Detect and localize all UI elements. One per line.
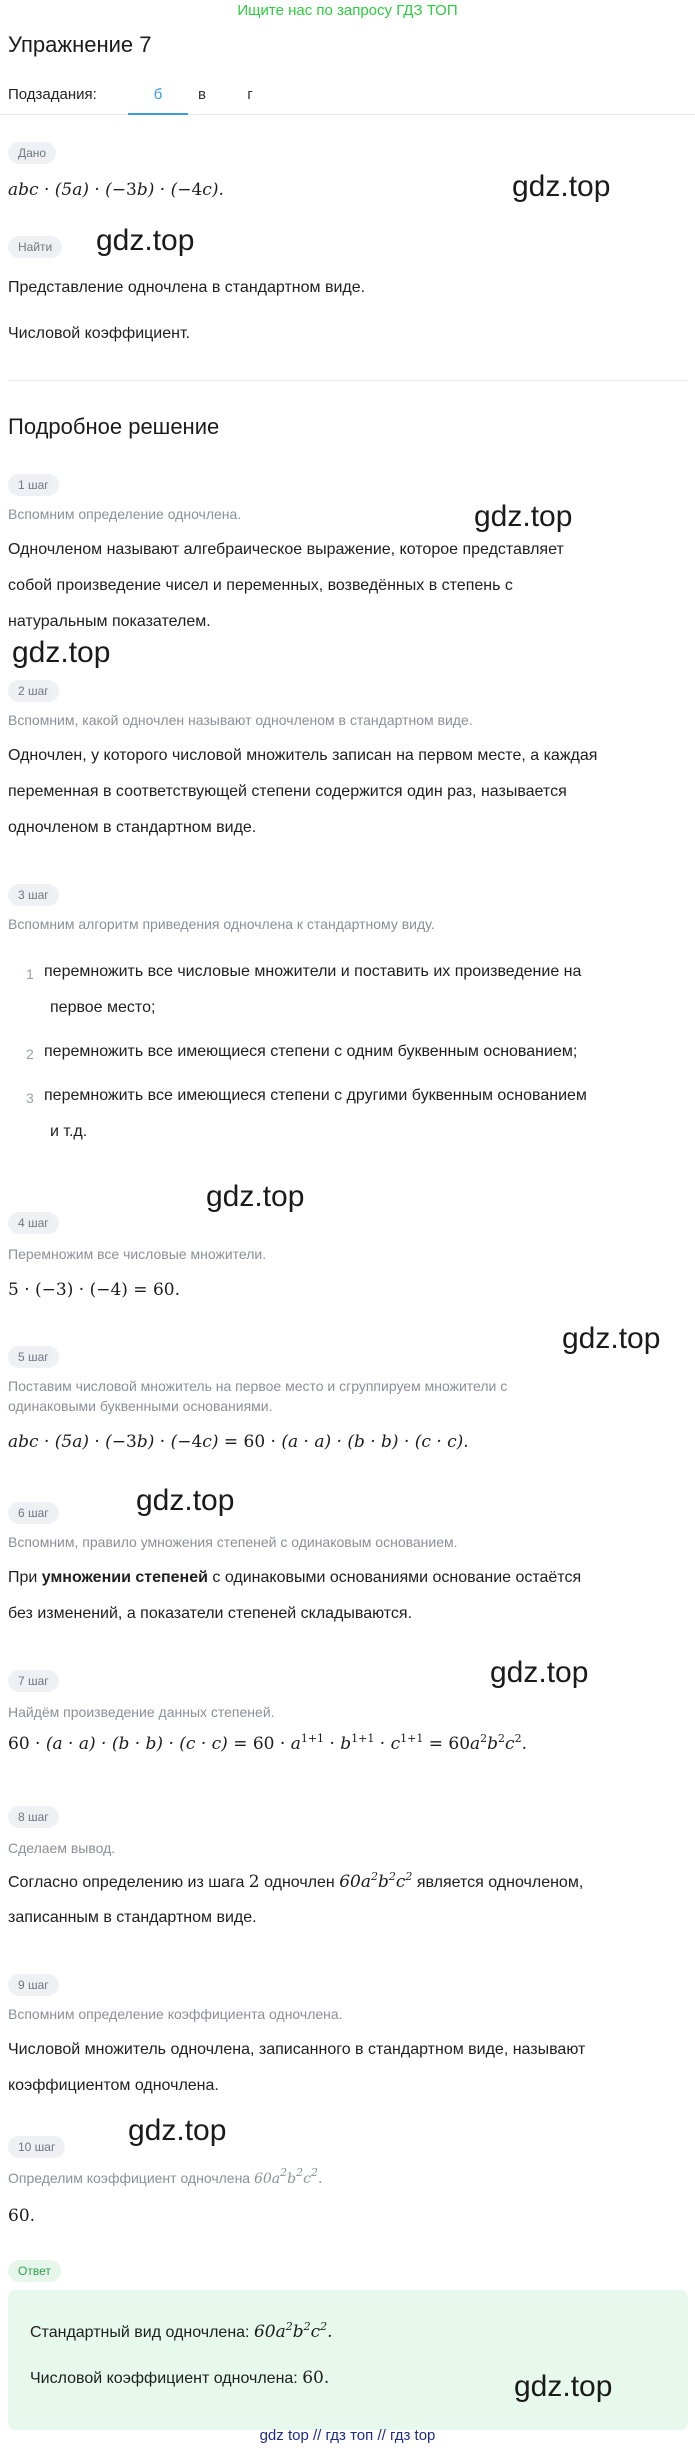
list-item-2-line-1: перемножить все имеющиеся степени с одним буквенным основанием; <box>44 1043 578 1060</box>
answer-line-2: Числовой коэффициент одночлена: 60. <box>30 2368 330 2388</box>
step-6-hint: Вспомним, правило умножения степеней с одинаковым основанием. <box>8 1534 458 1550</box>
watermark: gdz.top <box>96 224 195 257</box>
step-2-line-1: Одночлен, у которого числовой множитель записан на первом месте, а каждая <box>8 747 598 764</box>
step-10-badge: 10 шаг <box>8 2136 65 2158</box>
step-1-line-2: собой произведение чисел и переменных, возведённых в степень с <box>8 577 513 594</box>
find-item-1: Представление одночлена в стандартном виде. <box>8 279 366 296</box>
footer-links <box>0 2427 695 2444</box>
step-8-hint: Сделаем вывод. <box>8 1840 116 1856</box>
step-6-line-2: без изменений, а показатели степеней складываются. <box>8 1605 413 1622</box>
footer-link-3[interactable]: гдз top <box>389 2427 436 2444</box>
subtasks-label: Подзадания: <box>8 86 97 103</box>
step-2-line-2: переменная в соответствующей степени содержится один раз, называется <box>8 783 567 800</box>
watermark: gdz.top <box>474 500 573 533</box>
step-8-badge: 8 шаг <box>8 1806 59 1828</box>
step-9-line-1: Числовой множитель одночлена, записанного в стандартном виде, называют <box>8 2041 586 2058</box>
step-4-formula: 5 · (−3) · (−4) = 60. <box>8 1280 180 1300</box>
solution-heading: Подробное решение <box>8 414 220 439</box>
footer-link-1[interactable]: gdz top <box>259 2427 309 2444</box>
watermark: gdz.top <box>136 1484 235 1517</box>
tab-v[interactable]: в <box>198 86 206 103</box>
given-expression: abc · (5a) · (−3b) · (−4c). <box>8 180 224 200</box>
footer-separator: // <box>312 2427 322 2444</box>
step-2-hint: Вспомним, какой одночлен называют одночленом в стандартном виде. <box>8 712 473 728</box>
watermark: gdz.top <box>512 170 611 203</box>
given-badge: Дано <box>8 142 56 164</box>
step-4-badge: 4 шаг <box>8 1212 59 1234</box>
tab-b[interactable]: б <box>153 86 163 103</box>
footer-separator: // <box>377 2427 386 2444</box>
step-1-badge: 1 шаг <box>8 474 59 496</box>
step-1-line-3: натуральным показателем. <box>8 613 211 630</box>
footer-link-2[interactable]: гдз топ <box>325 2427 374 2444</box>
answer-badge: Ответ <box>8 2260 61 2282</box>
step-8-line-1: Согласно определению из шага 2 одночлен $60a^2b^2c^2$ является одночленом, <box>8 1870 584 1892</box>
watermark: gdz.top <box>562 1322 661 1355</box>
step-2-badge: 2 шаг <box>8 680 59 702</box>
step-5-hint-2: одинаковыми буквенными основаниями. <box>8 1398 273 1414</box>
search-banner[interactable]: Ищите нас по запросу ГДЗ ТОП <box>237 2 458 19</box>
step-7-formula: $60 \cdot (a \cdot a) \cdot (b \cdot b) \cdot (c \cdot c) = 60 \cdot a^{1+1} \cdot b^{1+1} \cdot c^{1+1} = 60a^2b^2c^2$. <box>8 1732 527 1754</box>
watermark: gdz.top <box>12 636 111 669</box>
tabs-divider <box>0 114 695 115</box>
answer-line-1: Стандартный вид одночлена: $60a^2b^2c^2$. <box>30 2320 333 2342</box>
step-9-line-2: коэффициентом одночлена. <box>8 2077 219 2094</box>
bold-term: умножении степеней <box>41 1569 208 1586</box>
watermark: gdz.top <box>128 2114 227 2147</box>
step-7-hint: Найдём произведение данных степеней. <box>8 1704 275 1720</box>
find-badge: Найти <box>8 236 62 258</box>
find-item-2: Числовой коэффициент. <box>8 325 190 342</box>
watermark: gdz.top <box>490 1656 589 1689</box>
step-10-hint: Определим коэффициент одночлена $60a^2b^2c^2$. <box>8 2166 323 2187</box>
list-item-1-line-1: перемножить все числовые множители и поставить их произведение на <box>44 963 582 980</box>
step-6-badge: 6 шаг <box>8 1502 59 1524</box>
step-5-formula: abc · (5a) · (−3b) · (−4c) = 60 · (a · a) · (b · b) · (c · c). <box>8 1432 469 1452</box>
list-item-3-line-1: перемножить все имеющиеся степени с другими буквенным основанием <box>44 1087 587 1104</box>
active-tab-indicator <box>128 113 188 115</box>
list-number-3: 3 <box>26 1090 34 1106</box>
list-item-1-line-2: первое место; <box>50 999 156 1016</box>
step-8-line-2: записанным в стандартном виде. <box>8 1909 257 1926</box>
step-6-line-1: При умножении степеней с одинаковыми основаниями основание остаётся <box>8 1569 582 1586</box>
step-7-badge: 7 шаг <box>8 1670 59 1692</box>
step-9-hint: Вспомним определение коэффициента одночлена. <box>8 2006 343 2022</box>
step-10-result: 60. <box>8 2206 36 2226</box>
section-divider <box>8 380 688 381</box>
page-title: Упражнение 7 <box>8 32 152 57</box>
step-3-badge: 3 шаг <box>8 884 59 906</box>
step-9-badge: 9 шаг <box>8 1974 59 1996</box>
step-5-badge: 5 шаг <box>8 1346 59 1368</box>
watermark: gdz.top <box>514 2370 613 2403</box>
step-4-hint: Перемножим все числовые множители. <box>8 1246 267 1262</box>
list-item-3-line-2: и т.д. <box>50 1123 88 1140</box>
watermark: gdz.top <box>206 1180 305 1213</box>
step-1-hint: Вспомним определение одночлена. <box>8 506 242 522</box>
step-3-hint: Вспомним алгоритм приведения одночлена к стандартному виду. <box>8 916 435 932</box>
list-number-2: 2 <box>26 1046 34 1062</box>
step-2-line-3: одночленом в стандартном виде. <box>8 819 257 836</box>
list-number-1: 1 <box>26 966 34 982</box>
tab-g[interactable]: г <box>247 86 253 103</box>
step-1-line-1: Одночленом называют алгебраическое выражение, которое представляет <box>8 541 564 558</box>
step-5-hint-1: Поставим числовой множитель на первое место и сгруппируем множители с <box>8 1378 508 1394</box>
